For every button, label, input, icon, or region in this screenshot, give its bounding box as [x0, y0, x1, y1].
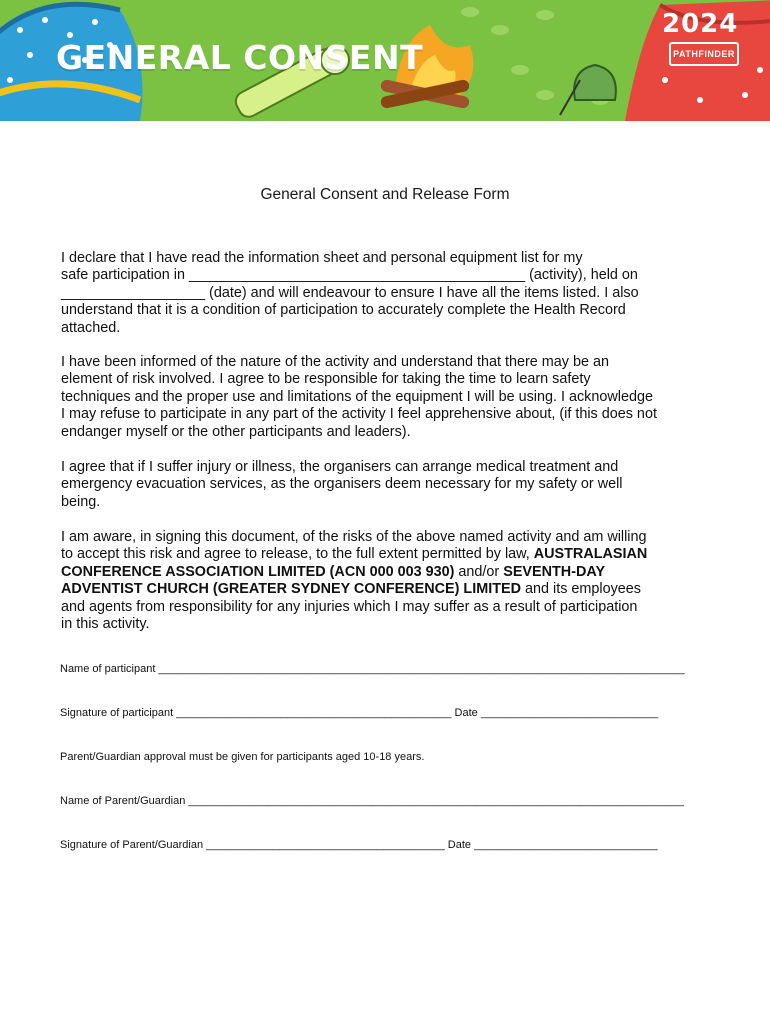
paragraph-line: I may refuse to participate in any part of the activity I feel apprehensive about, (if this does not [61, 406, 657, 423]
paragraph-line [61, 564, 711, 581]
risk-paragraph [61, 354, 711, 441]
org-name-bold: SEVENTH-DAY [503, 563, 606, 580]
paragraph-line: I declare that I have read the information sheet and personal equipment list for my [61, 250, 583, 266]
participant-signature-field[interactable]: Signature of participant _____________________________________________ Date _____________________________ [60, 707, 659, 719]
paragraph-line: techniques and the proper use and limitations of the equipment I will be using. I acknowledge [61, 388, 653, 405]
year-label: 2024 [662, 9, 739, 39]
paragraph-text: and its employees [521, 581, 641, 598]
banner-title: GENERAL CONSENT [56, 38, 424, 77]
paragraph-line: emergency evacuation services, as the organisers deem necessary for my safety or well [61, 476, 623, 493]
paragraph-line: I have been informed of the nature of the activity and understand that there may be an [61, 354, 609, 370]
org-name-bold: ADVENTIST CHURCH (GREATER SYDNEY CONFERENCE) LIMITED [61, 581, 521, 598]
paragraph-line: element of risk involved. I agree to be responsible for taking the time to learn safety [61, 371, 591, 388]
paragraph-line: and agents from responsibility for any injuries which I may suffer as a result of participation [61, 598, 638, 615]
release-paragraph [61, 529, 711, 633]
paragraph-line: being. [61, 493, 101, 510]
guardian-approval-note: Parent/Guardian approval must be given for participants aged 10-18 years. [60, 751, 425, 763]
guardian-name-field[interactable]: Name of Parent/Guardian _________________________________________________________________________________ [60, 795, 684, 807]
paragraph-line: I am aware, in signing this document, of the risks of the above named activity and am willing [61, 529, 647, 545]
form-title: General Consent and Release Form [260, 186, 510, 203]
header-banner [0, 0, 770, 121]
paragraph-line: in this activity. [61, 616, 150, 633]
paragraph-line [61, 546, 711, 563]
org-name-bold: AUSTRALASIAN [533, 546, 648, 563]
paragraph-text: to accept this risk and agree to release, to the full extent permitted by law, [61, 546, 534, 563]
paragraph-line: endanger myself or the other participants and leaders). [61, 423, 411, 440]
declaration-paragraph [61, 250, 711, 337]
paragraph-line: attached. [61, 319, 121, 336]
participant-name-field[interactable]: Name of participant ______________________________________________________________________________________ [60, 663, 685, 675]
paragraph-line: __________________ (date) and will endeavour to ensure I have all the items listed. I also [61, 284, 639, 301]
guardian-signature-field[interactable]: Signature of Parent/Guardian _______________________________________ Date ______________________________ [60, 839, 658, 851]
paragraph-line: safe participation in __________________________________________ (activity), held on [61, 267, 638, 284]
paragraph-line: understand that it is a condition of participation to accurately complete the Health Record [61, 302, 626, 319]
medical-paragraph [61, 459, 711, 511]
pathfinder-badge: PATHFINDER [669, 42, 739, 66]
paragraph-text: and/or [454, 563, 504, 580]
org-name-bold: CONFERENCE ASSOCIATION LIMITED (ACN 000 003 930) [61, 563, 455, 580]
paragraph-line [61, 581, 711, 598]
backpack-icon [560, 65, 616, 115]
paragraph-line: I agree that if I suffer injury or illness, the organisers can arrange medical treatment and [61, 459, 619, 475]
